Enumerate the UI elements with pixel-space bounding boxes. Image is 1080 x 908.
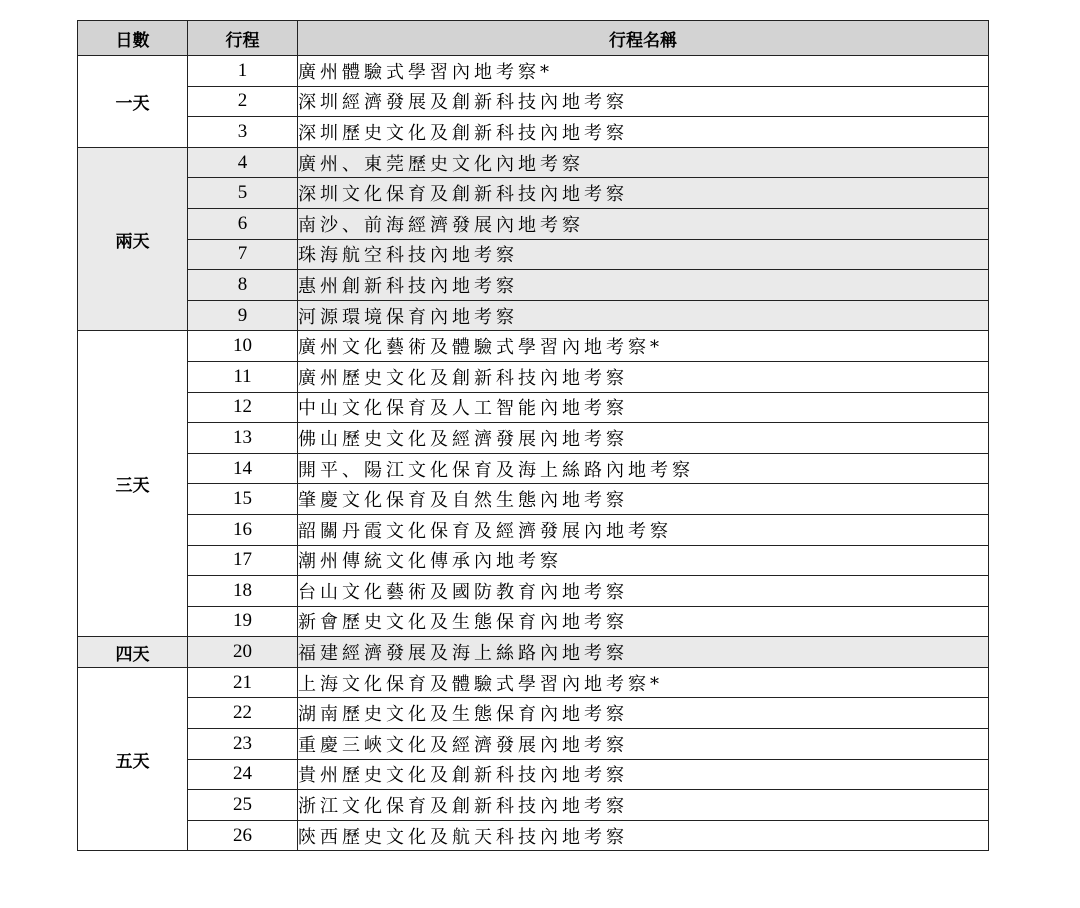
- itinerary-number-cell: 9: [188, 300, 298, 331]
- table-row: [78, 300, 989, 331]
- header-row: [78, 21, 989, 56]
- itinerary-name-cell: 廣州文化藝術及體驗式學習內地考察*: [298, 331, 989, 362]
- itinerary-number-cell: 3: [188, 117, 298, 148]
- itinerary-name-cell: 潮州傳統文化傳承內地考察: [298, 545, 989, 576]
- itinerary-name-cell: 深圳經濟發展及創新科技內地考察: [298, 86, 989, 117]
- itinerary-number-cell: 15: [188, 484, 298, 515]
- table-row: [78, 270, 989, 301]
- table-header: [78, 21, 989, 56]
- table-row: [78, 545, 989, 576]
- itinerary-number-cell: 22: [188, 698, 298, 729]
- table-row: [78, 637, 989, 668]
- table-row: [78, 392, 989, 423]
- itinerary-name-cell: 新會歷史文化及生態保育內地考察: [298, 606, 989, 637]
- table-row: [78, 361, 989, 392]
- day-count-cell: 三天: [78, 331, 188, 637]
- itinerary-name-cell: 開平、陽江文化保育及海上絲路內地考察: [298, 453, 989, 484]
- itinerary-name-cell: 佛山歷史文化及經濟發展內地考察: [298, 423, 989, 454]
- table-row: [78, 759, 989, 790]
- itinerary-name-cell: 湖南歷史文化及生態保育內地考察: [298, 698, 989, 729]
- itinerary-number-cell: 11: [188, 361, 298, 392]
- day-group: [78, 147, 989, 331]
- itinerary-table: [77, 20, 989, 851]
- day-group: [78, 637, 989, 668]
- day-count-cell: 五天: [78, 667, 188, 851]
- itinerary-name-cell: 惠州創新科技內地考察: [298, 270, 989, 301]
- itinerary-number-cell: 4: [188, 147, 298, 178]
- header-itinerary-no: 行程: [188, 21, 298, 56]
- table-row: [78, 514, 989, 545]
- itinerary-name-cell: 廣州、東莞歷史文化內地考察: [298, 147, 989, 178]
- table-row: [78, 453, 989, 484]
- day-group: [78, 667, 989, 851]
- table-row: [78, 484, 989, 515]
- table-row: [78, 86, 989, 117]
- day-count-cell: 四天: [78, 637, 188, 668]
- itinerary-name-cell: 韶關丹霞文化保育及經濟發展內地考察: [298, 514, 989, 545]
- table-row: [78, 178, 989, 209]
- day-count-cell: 一天: [78, 56, 188, 148]
- itinerary-number-cell: 7: [188, 239, 298, 270]
- itinerary-number-cell: 2: [188, 86, 298, 117]
- itinerary-number-cell: 19: [188, 606, 298, 637]
- itinerary-number-cell: 1: [188, 56, 298, 87]
- header-itinerary-name: 行程名稱: [298, 21, 989, 56]
- table-row: [78, 729, 989, 760]
- itinerary-number-cell: 21: [188, 667, 298, 698]
- itinerary-number-cell: 26: [188, 820, 298, 851]
- itinerary-name-cell: 浙江文化保育及創新科技內地考察: [298, 790, 989, 821]
- itinerary-number-cell: 6: [188, 208, 298, 239]
- itinerary-number-cell: 8: [188, 270, 298, 301]
- header-days: 日數: [78, 21, 188, 56]
- itinerary-number-cell: 25: [188, 790, 298, 821]
- day-group: [78, 56, 989, 148]
- itinerary-name-cell: 珠海航空科技內地考察: [298, 239, 989, 270]
- table-row: [78, 331, 989, 362]
- table-row: [78, 698, 989, 729]
- table-row: [78, 56, 989, 87]
- itinerary-number-cell: 23: [188, 729, 298, 760]
- day-group: [78, 331, 989, 637]
- table-row: [78, 147, 989, 178]
- itinerary-name-cell: 深圳歷史文化及創新科技內地考察: [298, 117, 989, 148]
- itinerary-name-cell: 貴州歷史文化及創新科技內地考察: [298, 759, 989, 790]
- itinerary-name-cell: 肇慶文化保育及自然生態內地考察: [298, 484, 989, 515]
- itinerary-name-cell: 深圳文化保育及創新科技內地考察: [298, 178, 989, 209]
- itinerary-name-cell: 中山文化保育及人工智能內地考察: [298, 392, 989, 423]
- itinerary-name-cell: 陝西歷史文化及航天科技內地考察: [298, 820, 989, 851]
- table-row: [78, 820, 989, 851]
- itinerary-number-cell: 20: [188, 637, 298, 668]
- itinerary-name-cell: 廣州歷史文化及創新科技內地考察: [298, 361, 989, 392]
- itinerary-name-cell: 重慶三峽文化及經濟發展內地考察: [298, 729, 989, 760]
- itinerary-name-cell: 南沙、前海經濟發展內地考察: [298, 208, 989, 239]
- itinerary-name-cell: 上海文化保育及體驗式學習內地考察*: [298, 667, 989, 698]
- itinerary-name-cell: 廣州體驗式學習內地考察*: [298, 56, 989, 87]
- itinerary-number-cell: 13: [188, 423, 298, 454]
- table-row: [78, 667, 989, 698]
- itinerary-name-cell: 台山文化藝術及國防教育內地考察: [298, 576, 989, 607]
- table-row: [78, 790, 989, 821]
- itinerary-name-cell: 福建經濟發展及海上絲路內地考察: [298, 637, 989, 668]
- day-count-cell: 兩天: [78, 147, 188, 331]
- table-row: [78, 117, 989, 148]
- itinerary-number-cell: 17: [188, 545, 298, 576]
- table-row: [78, 208, 989, 239]
- itinerary-number-cell: 10: [188, 331, 298, 362]
- itinerary-number-cell: 5: [188, 178, 298, 209]
- itinerary-number-cell: 16: [188, 514, 298, 545]
- itinerary-number-cell: 12: [188, 392, 298, 423]
- itinerary-number-cell: 24: [188, 759, 298, 790]
- itinerary-number-cell: 14: [188, 453, 298, 484]
- table-row: [78, 606, 989, 637]
- itinerary-number-cell: 18: [188, 576, 298, 607]
- table-row: [78, 423, 989, 454]
- table-row: [78, 576, 989, 607]
- itinerary-name-cell: 河源環境保育內地考察: [298, 300, 989, 331]
- table-row: [78, 239, 989, 270]
